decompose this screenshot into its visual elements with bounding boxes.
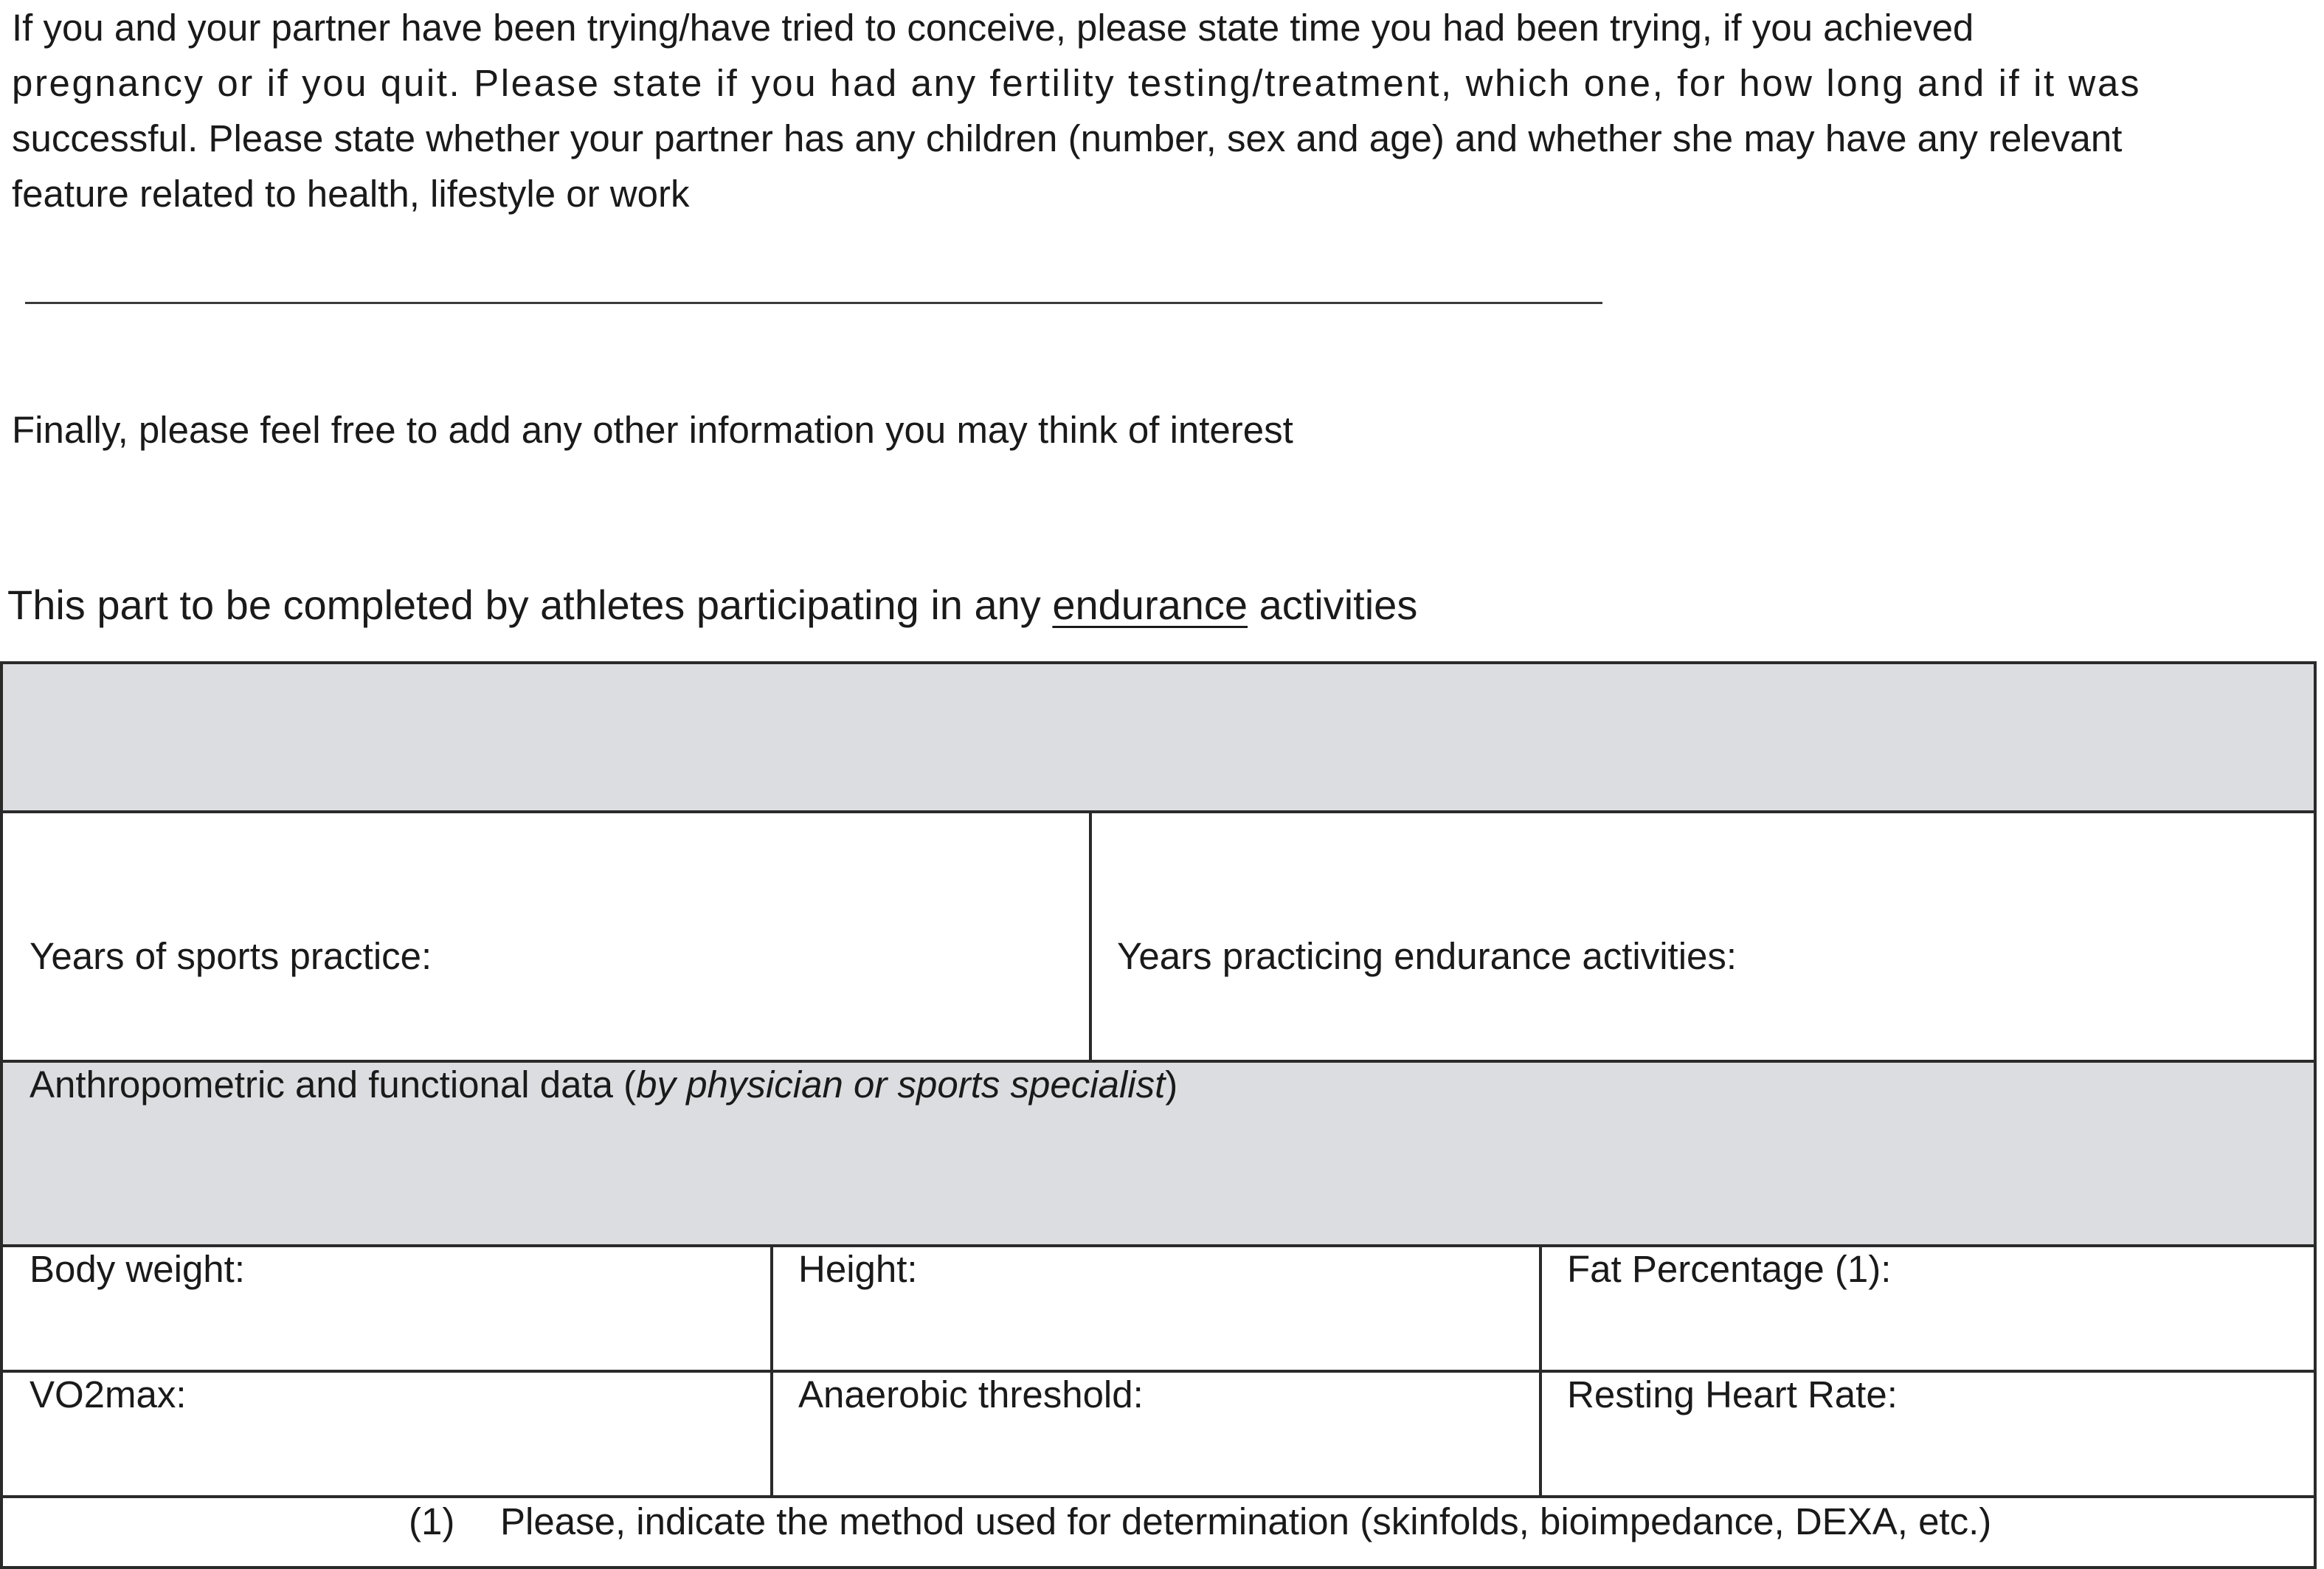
- section-title-emphasis: endurance: [1052, 582, 1248, 628]
- section-title-prefix: This part to be completed by athletes participating in any: [7, 582, 1053, 628]
- anthropometric-heading-italic: by physician or sports specialist: [636, 1063, 1166, 1106]
- fertility-question-line: successful. Please state whether your partner has any children (number, sex and age) and whether she may have any relevant: [12, 117, 2123, 159]
- section-title-suffix: activities: [1248, 582, 1418, 628]
- fertility-question: [12, 0, 2314, 221]
- height-field[interactable]: Height:: [798, 1248, 918, 1290]
- fertility-question-line: pregnancy or if you quit. Please state if you had any fertility testing/treatment, which one, for how long and if it was: [12, 62, 2142, 104]
- body-weight-field[interactable]: Body weight:: [30, 1248, 246, 1290]
- anaerobic-threshold-field[interactable]: Anaerobic threshold:: [798, 1373, 1144, 1415]
- resting-heart-rate-field[interactable]: Resting Heart Rate:: [1567, 1373, 1898, 1415]
- column-divider: [770, 1246, 773, 1495]
- years-endurance-field[interactable]: Years practicing endurance activities:: [1117, 935, 1737, 977]
- footnote-text: Please, indicate the method used for determination (skinfolds, bioimpedance, DEXA, etc.): [500, 1500, 1992, 1542]
- additional-info-prompt: Finally, please feel free to add any other information you may think of interest: [12, 409, 1293, 451]
- anthropometric-heading-suffix: ): [1165, 1063, 1178, 1106]
- fat-percentage-field[interactable]: Fat Percentage (1):: [1567, 1248, 1892, 1290]
- vo2max-field[interactable]: VO2max:: [30, 1373, 187, 1415]
- fat-method-footnote: [409, 1500, 1991, 1544]
- row-divider: [3, 810, 2314, 813]
- row-divider: [3, 1495, 2314, 1498]
- footnote-number: (1): [409, 1500, 455, 1542]
- column-divider: [1539, 1246, 1542, 1495]
- endurance-form-table: [0, 661, 2317, 1569]
- row-divider: [3, 1370, 2314, 1373]
- column-divider: [1089, 812, 1092, 1060]
- row-divider: [3, 1244, 2314, 1247]
- anthropometric-heading: [30, 1063, 1177, 1107]
- endurance-section-title: [7, 576, 1417, 635]
- fertility-question-line: feature related to health, lifestyle or work: [12, 173, 690, 215]
- fertility-answer-line[interactable]: [25, 302, 1602, 304]
- years-sports-field[interactable]: Years of sports practice:: [30, 935, 432, 977]
- header-band: [3, 664, 2314, 810]
- anthropometric-heading-prefix: Anthropometric and functional data (: [30, 1063, 637, 1106]
- fertility-question-line: If you and your partner have been trying/have tried to conceive, please state time you had been trying, if you achieved: [12, 7, 1974, 49]
